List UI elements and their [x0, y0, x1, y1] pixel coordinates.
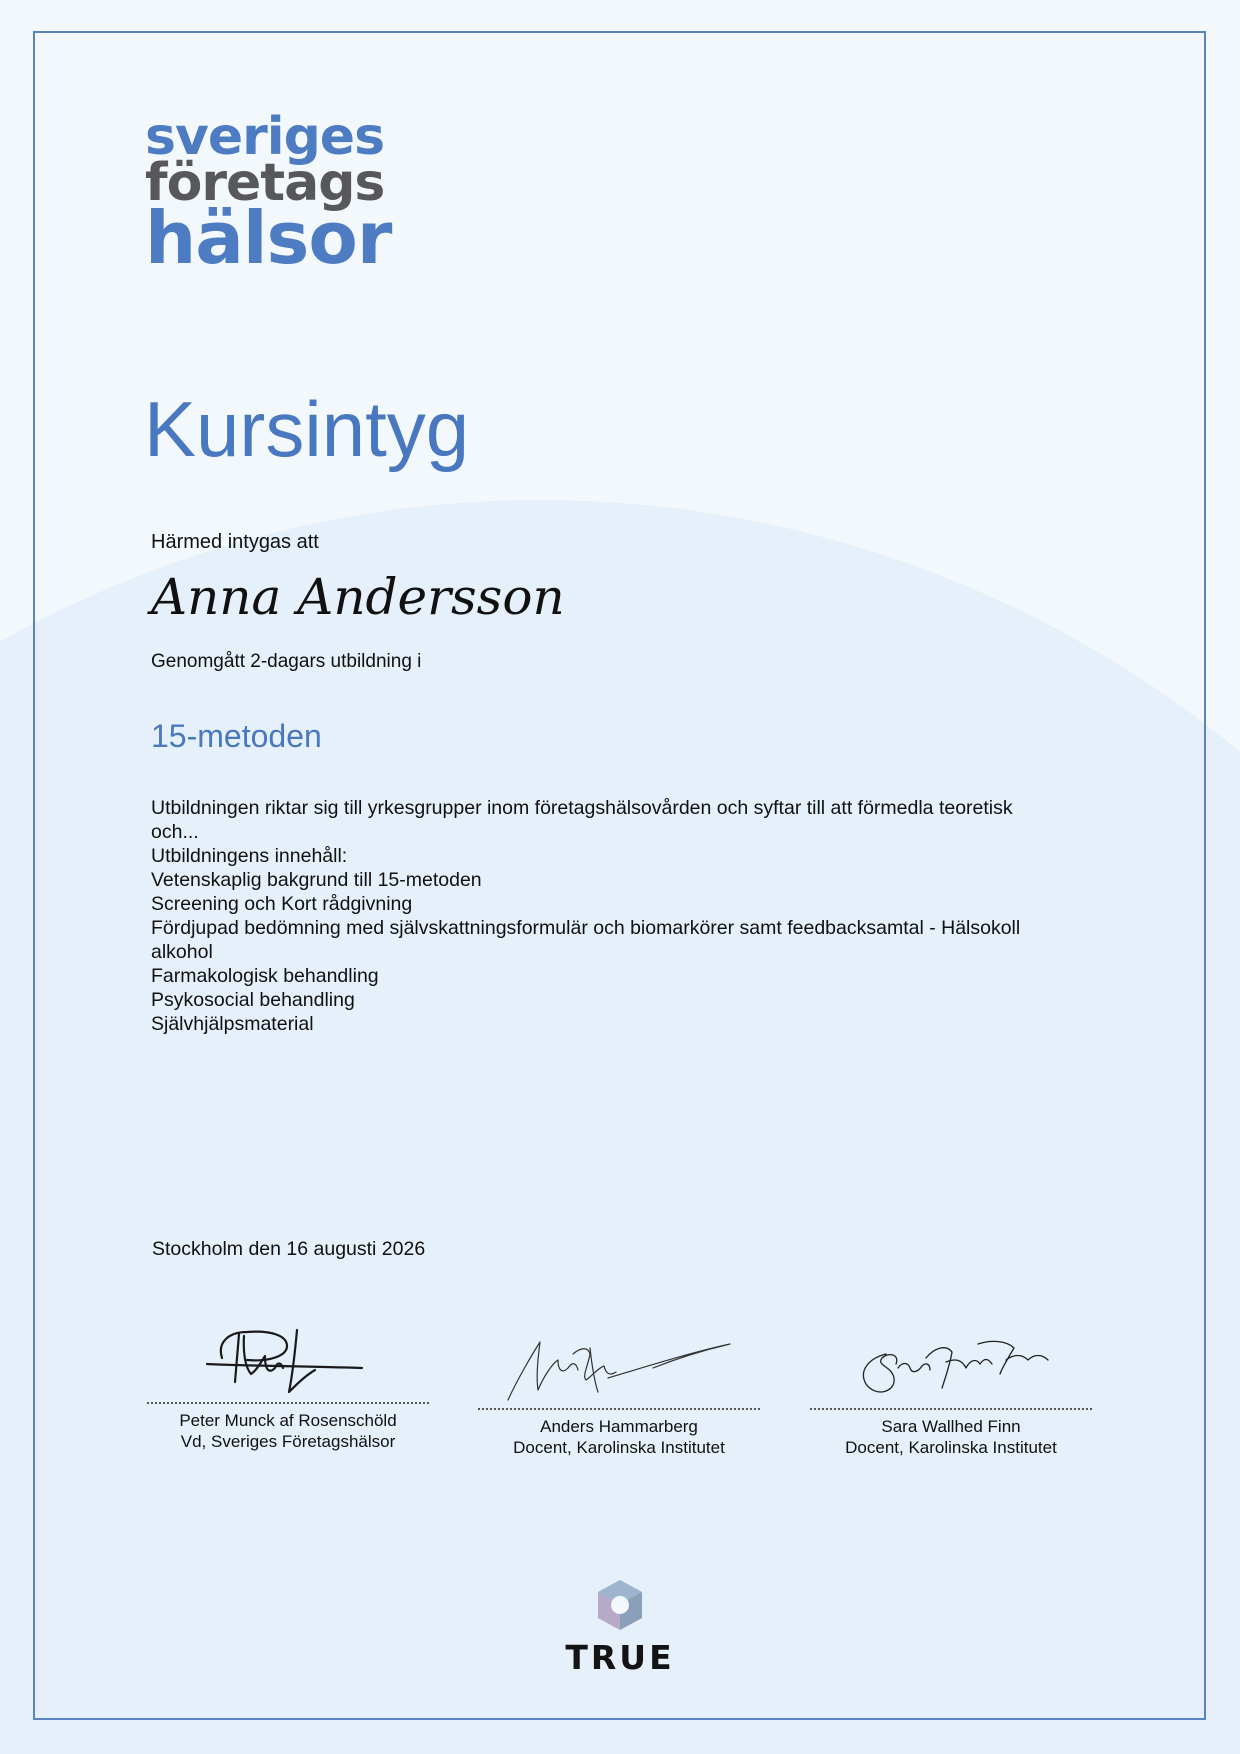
- handwritten-signature-3: [810, 1318, 1092, 1408]
- intro-text: Härmed intygas att: [151, 531, 319, 553]
- company-logo: [145, 107, 392, 280]
- description-line: Fördjupad bedömning med självskattningsformulär och biomarkörer samt feedbacksamtal - Hälsokoll: [151, 917, 1021, 939]
- signature-line-3: [810, 1408, 1092, 1410]
- course-name: 15-metoden: [151, 718, 322, 754]
- description-line: Vetenskaplig bakgrund till 15-metoden: [151, 869, 482, 891]
- description-line: Utbildningens innehåll:: [151, 845, 348, 867]
- signature-line-2: [478, 1408, 760, 1410]
- description-line: och...: [151, 821, 199, 843]
- course-subtitle: Genomgått 2-dagars utbildning i: [151, 651, 422, 672]
- signature-block-2: [478, 1318, 760, 1458]
- signature-block-1: [147, 1312, 429, 1452]
- signer-name-3: Sara Wallhed Finn: [881, 1417, 1021, 1436]
- true-logo: [560, 1578, 680, 1677]
- signer-role-3: Docent, Karolinska Institutet: [845, 1438, 1057, 1457]
- logo-line-2: företags: [145, 153, 385, 213]
- description-line: Psykosocial behandling: [151, 989, 355, 1011]
- true-logo-wordmark: TRUE: [565, 1638, 675, 1677]
- handwritten-signature-2: [478, 1318, 760, 1408]
- signer-role-2: Docent, Karolinska Institutet: [513, 1438, 725, 1457]
- handwritten-signature-1: [147, 1312, 429, 1402]
- signer-name-2: Anders Hammarberg: [540, 1417, 698, 1436]
- certificate-title: Kursintyg: [144, 385, 470, 473]
- place-and-date: Stockholm den 16 augusti 2026: [152, 1238, 426, 1260]
- logo-line-1: sveriges: [145, 107, 385, 167]
- signer-role-1: Vd, Sveriges Företagshälsor: [180, 1432, 396, 1451]
- course-description: [151, 796, 1071, 1036]
- true-logo-icon: [592, 1578, 648, 1636]
- description-line: Självhjälpsmaterial: [151, 1013, 314, 1035]
- signer-name-1: Peter Munck af Rosenschöld: [179, 1411, 397, 1430]
- description-line: Screening och Kort rådgivning: [151, 893, 413, 915]
- signature-block-3: [810, 1318, 1092, 1458]
- description-line: Farmakologisk behandling: [151, 965, 379, 987]
- signature-line-1: [147, 1402, 429, 1404]
- logo-line-3: hälsor: [145, 196, 392, 280]
- recipient-name: Anna Andersson: [151, 568, 565, 626]
- description-line: Utbildningen riktar sig till yrkesgrupper inom företagshälsovården och syftar till att förmedla teoretisk: [151, 797, 1013, 819]
- description-line: alkohol: [151, 941, 213, 963]
